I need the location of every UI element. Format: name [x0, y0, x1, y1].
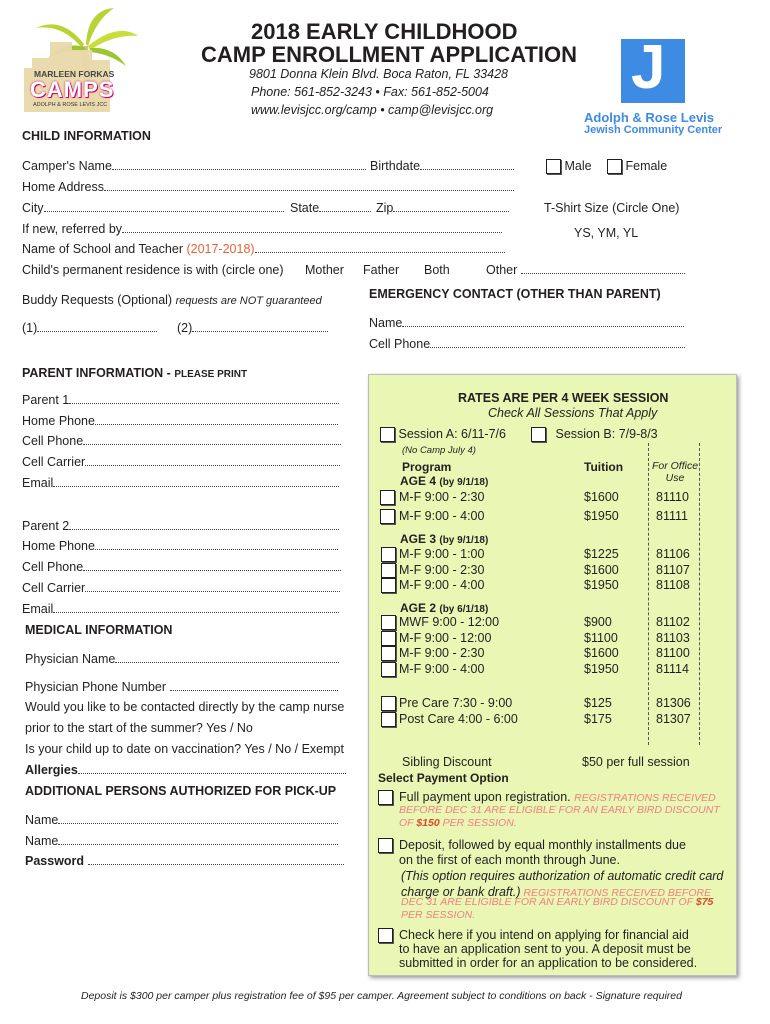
session-a-label: Session A: 6/11-7/6 [398, 427, 506, 441]
full-pay-note-3a: OF [399, 817, 417, 829]
logo-line-1: MARLEEN FORKAS [34, 69, 115, 79]
home-phone-1-label: Home Phone [22, 414, 95, 428]
email-1-field[interactable] [22, 476, 339, 490]
city-label: City [22, 201, 44, 215]
birthdate-field[interactable] [370, 159, 514, 173]
pickup-name-1-field[interactable] [25, 813, 338, 827]
rate-tuition: $1950 [584, 509, 619, 523]
rate-program: M-F 9:00 - 2:30 [399, 646, 485, 660]
home-phone-2-label: Home Phone [22, 539, 95, 553]
zip-label: Zip [376, 201, 394, 215]
sibling-label: Sibling Discount [402, 755, 492, 769]
female-label: Female [625, 159, 668, 173]
state-label: State [290, 201, 320, 215]
parent-2-label: Parent 2 [22, 519, 70, 533]
full-pay-note-2: BEFORE DEC 31 ARE ELIGIBLE FOR AN EARLY BIRD DISCOUNT [399, 804, 720, 816]
buddy-1-field[interactable] [22, 321, 157, 335]
session-b-box[interactable] [531, 427, 546, 442]
school-year: (2017-2018) [186, 242, 255, 256]
rate-tuition: $1600 [584, 646, 619, 660]
payment-heading: Select Payment Option [378, 771, 509, 785]
child-info-heading: CHILD INFORMATION [22, 129, 151, 143]
rate-checkbox[interactable] [381, 578, 396, 593]
rate-program: M-F 9:00 - 4:00 [399, 509, 485, 523]
rate-office-code: 81108 [656, 578, 690, 592]
medical-heading: MEDICAL INFORMATION [25, 623, 173, 637]
web-email: www.levisjcc.org/camp • camp@levisjcc.org [251, 103, 494, 117]
residence-father[interactable]: Father [363, 263, 400, 277]
rate-office-code: 81306 [656, 696, 691, 710]
rate-tuition: $125 [584, 696, 612, 710]
col-tuition: Tuition [584, 460, 624, 474]
physician-field[interactable] [25, 652, 339, 666]
home-phone-2-field[interactable] [22, 539, 338, 553]
school-label: Name of School and Teacher [22, 242, 187, 256]
state-field[interactable] [290, 201, 371, 215]
title-line-1: 2018 EARLY CHILDHOOD [251, 19, 518, 44]
full-pay-checkbox[interactable] [378, 789, 393, 807]
tshirt-sizes[interactable]: YS, YM, YL [574, 226, 639, 240]
emergency-cell-label: Cell Phone [369, 337, 431, 351]
col-program: Program [402, 460, 452, 474]
male-box[interactable] [546, 159, 561, 174]
rate-checkbox[interactable] [381, 646, 396, 661]
male-checkbox[interactable] [546, 159, 592, 174]
cell-phone-1-label: Cell Phone [22, 434, 84, 448]
pickup-name-2-label: Name [25, 834, 59, 848]
referred-field[interactable] [22, 222, 502, 236]
cell-phone-1-field[interactable] [22, 434, 341, 448]
email-2-field[interactable] [22, 602, 339, 616]
title-line-2: CAMP ENROLLMENT APPLICATION [201, 42, 578, 67]
cell-carrier-1-field[interactable] [22, 455, 340, 469]
password-label: Password [25, 854, 85, 868]
physician-label: Physician Name [25, 652, 116, 666]
rate-program: M-F 9:00 - 4:00 [399, 662, 485, 676]
buddy-2-field[interactable] [177, 321, 328, 335]
aid-line-2: to have an application sent to you. A deposit must be [399, 942, 691, 956]
allergies-label: Allergies [25, 763, 78, 777]
session-b-label: Session B: 7/9-8/3 [555, 427, 658, 441]
residence-both[interactable]: Both [424, 263, 450, 277]
rate-tuition: $900 [584, 615, 612, 629]
rate-checkbox[interactable] [381, 615, 396, 630]
rate-checkbox[interactable] [381, 662, 396, 677]
rate-program: M-F 9:00 - 4:00 [399, 578, 485, 592]
rate-program: MWF 9:00 - 12:00 [399, 615, 500, 629]
rate-checkbox-wrap[interactable] [380, 489, 395, 507]
cell-carrier-2-label: Cell Carrier [22, 581, 86, 595]
school-field[interactable] [22, 242, 505, 256]
cell-phone-2-field[interactable] [22, 560, 341, 574]
rate-program: M-F 9:00 - 2:30 [399, 563, 485, 577]
allergies-field[interactable] [25, 763, 346, 777]
age-4-label: AGE 4 [400, 474, 437, 488]
buddy-2-label: (2) [177, 321, 193, 335]
jcc-logo-line-2: Jewish Community Center [584, 124, 723, 136]
zip-field[interactable] [376, 201, 509, 215]
emergency-name-field[interactable] [369, 316, 684, 330]
deposit-line-2: on the first of each month through June. [399, 853, 620, 867]
rate-program: M-F 9:00 - 1:00 [399, 547, 485, 561]
nurse-question-1: Would you like to be contacted directly by the camp nurse [25, 700, 345, 714]
residence-mother[interactable]: Mother [305, 263, 344, 277]
full-pay-line-1 [399, 790, 716, 804]
buddy-label [22, 293, 322, 307]
financial-aid-checkbox[interactable] [378, 927, 393, 945]
emergency-cell-field[interactable] [369, 337, 685, 351]
age-4-by: (by 9/1/18) [439, 477, 489, 488]
pickup-heading: ADDITIONAL PERSONS AUTHORIZED FOR PICK-UP [25, 784, 337, 798]
full-pay-note-1: REGISTRATIONS RECEIVED [574, 792, 716, 804]
rate-checkbox-wrap[interactable] [381, 577, 396, 595]
rate-tuition: $1600 [584, 490, 619, 504]
rate-program: M-F 9:00 - 2:30 [399, 490, 485, 504]
footer-note: Deposit is $300 per camper plus registration fee of $95 per camper. Agreement subject to conditions on back - Signature required [81, 990, 682, 1002]
female-box[interactable] [607, 159, 622, 174]
financial-aid-box[interactable] [378, 928, 393, 943]
full-pay-discount: $150 [416, 817, 440, 829]
rate-office-code: 81100 [656, 646, 690, 660]
home-phone-1-field[interactable] [22, 414, 338, 428]
age-2-by: (by 6/1/18) [439, 604, 489, 615]
aid-line-1: Check here if you intend on applying for financial aid [399, 928, 689, 942]
camps-logo [22, 6, 142, 114]
physician-phone-label: Physician Phone Number [25, 680, 167, 694]
logo-line-3: ADOLPH & ROSE LEVIS JCC [33, 102, 108, 108]
aid-line-3: submitted in order for an application to be considered. [399, 956, 698, 970]
buddy-note: requests are NOT guaranteed [175, 295, 322, 307]
rate-tuition: $1100 [584, 631, 618, 645]
deposit-line-1: Deposit, followed by equal monthly installments due [399, 838, 686, 852]
cell-carrier-2-field[interactable] [22, 581, 340, 595]
rate-office-code: 81110 [656, 490, 689, 504]
jcc-logo-letter: J [631, 33, 666, 102]
male-label: Male [564, 159, 592, 173]
session-a-checkbox[interactable] [380, 427, 506, 442]
rate-checkbox[interactable] [380, 509, 395, 524]
deposit-checkbox[interactable] [378, 837, 393, 855]
logo-line-2: CAMPS [30, 77, 115, 102]
campers-name-field[interactable] [22, 159, 366, 173]
emergency-name-label: Name [369, 316, 403, 330]
nurse-question-2[interactable]: prior to the start of the summer? Yes / No [25, 721, 253, 735]
jcc-logo-line-1: Adolph & Rose Levis [584, 110, 715, 125]
rate-checkbox[interactable] [381, 547, 396, 562]
deposit-line-5 [401, 896, 713, 908]
deposit-line-5a: DEC 31 ARE ELIGIBLE FOR AN EARLY BIRD DISCOUNT OF [401, 896, 696, 908]
rate-office-code: 81111 [656, 509, 688, 523]
session-a-box[interactable] [380, 427, 395, 442]
cell-phone-2-label: Cell Phone [22, 560, 84, 574]
age-3-heading [400, 532, 488, 546]
age-3-by: (by 9/1/18) [439, 535, 489, 546]
parent-2-field[interactable] [22, 519, 339, 533]
rate-checkbox[interactable] [380, 490, 395, 505]
rates-sub: Check All Sessions That Apply [488, 406, 658, 420]
col-office: For Office Use [651, 460, 699, 484]
cell-carrier-1-label: Cell Carrier [22, 455, 86, 469]
residence-other-label: Other [486, 263, 518, 277]
email-2-label: Email [22, 602, 54, 616]
parent-info-heading [22, 364, 247, 382]
home-address-field[interactable] [22, 180, 514, 194]
full-pay-note-3 [399, 817, 517, 829]
rate-checkbox-wrap[interactable] [380, 508, 395, 526]
rate-tuition: $1950 [584, 578, 619, 592]
city-field[interactable] [22, 201, 284, 215]
address: 9801 Donna Klein Blvd. Boca Raton, FL 33428 [249, 67, 508, 81]
no-camp-note: (No Camp July 4) [402, 445, 476, 456]
deposit-line-6: PER SESSION. [401, 909, 476, 921]
rate-office-code: 81307 [656, 712, 691, 726]
rate-checkbox-wrap[interactable] [381, 711, 396, 729]
rate-office-code: 81114 [656, 662, 689, 676]
female-checkbox[interactable] [607, 159, 667, 174]
rate-tuition: $1600 [584, 563, 619, 577]
residence-other[interactable] [486, 263, 685, 277]
rate-program: Post Care 4:00 - 6:00 [399, 712, 518, 726]
tshirt-label: T-Shirt Size (Circle One) [544, 201, 680, 215]
rate-program: Pre Care 7:30 - 9:00 [399, 696, 513, 710]
rate-office-code: 81107 [656, 563, 690, 577]
physician-phone-field[interactable] [25, 680, 338, 694]
rate-tuition: $1950 [584, 662, 619, 676]
age-3-label: AGE 3 [400, 532, 437, 546]
rates-heading: RATES ARE PER 4 WEEK SESSION [458, 391, 669, 405]
rate-tuition: $175 [584, 712, 612, 726]
buddy-text: Buddy Requests (Optional) [22, 293, 173, 307]
rate-checkbox[interactable] [381, 712, 396, 727]
full-pay-text: Full payment upon registration. [399, 790, 571, 804]
parent-heading-small: PLEASE PRINT [174, 369, 248, 380]
age-2-heading [400, 601, 488, 615]
parent-1-label: Parent 1 [22, 393, 70, 407]
rate-tuition: $1225 [584, 547, 619, 561]
residence-label: Child's permanent residence is with (circle one) [22, 263, 284, 277]
session-b-checkbox[interactable] [531, 427, 658, 442]
full-pay-box[interactable] [378, 790, 393, 805]
deposit-line-4a: charge or bank draft.) [401, 885, 521, 899]
rate-checkbox[interactable] [381, 696, 396, 711]
deposit-box[interactable] [378, 838, 393, 853]
referred-label: If new, referred by [22, 222, 123, 236]
age-2-label: AGE 2 [400, 601, 437, 615]
home-address-label: Home Address [22, 180, 104, 194]
campers-name-label: Camper's Name [22, 159, 112, 173]
deposit-line-3: (This option requires authorization of automatic credit card [401, 869, 724, 883]
phone-fax: Phone: 561-852-3243 • Fax: 561-852-5004 [251, 85, 489, 99]
vaccination-question[interactable]: Is your child up to date on vaccination? Yes / No / Exempt [25, 742, 344, 756]
email-1-label: Email [22, 476, 54, 490]
rate-office-code: 81103 [656, 631, 690, 645]
rate-office-code: 81102 [656, 615, 690, 629]
deposit-line-4b: REGISTRATIONS RECEIVED BEFORE [520, 887, 712, 899]
parent-heading-main: PARENT INFORMATION - [22, 366, 175, 380]
pickup-name-1-label: Name [25, 813, 59, 827]
buddy-1-label: (1) [22, 321, 38, 335]
rate-office-code: 81106 [656, 547, 690, 561]
rate-checkbox-wrap[interactable] [381, 661, 396, 679]
age-4-heading [400, 474, 488, 488]
pickup-name-2-field[interactable] [25, 834, 338, 848]
full-pay-note-3c: PER SESSION. [439, 817, 517, 829]
password-field[interactable] [25, 854, 344, 868]
sibling-amount: $50 per full session [582, 755, 690, 769]
deposit-discount: $75 [695, 896, 714, 908]
birthdate-label: Birthdate [370, 159, 421, 173]
emergency-heading: EMERGENCY CONTACT (OTHER THAN PARENT) [369, 287, 661, 301]
rate-program: M-F 9:00 - 12:00 [399, 631, 492, 645]
parent-1-field[interactable] [22, 393, 339, 407]
